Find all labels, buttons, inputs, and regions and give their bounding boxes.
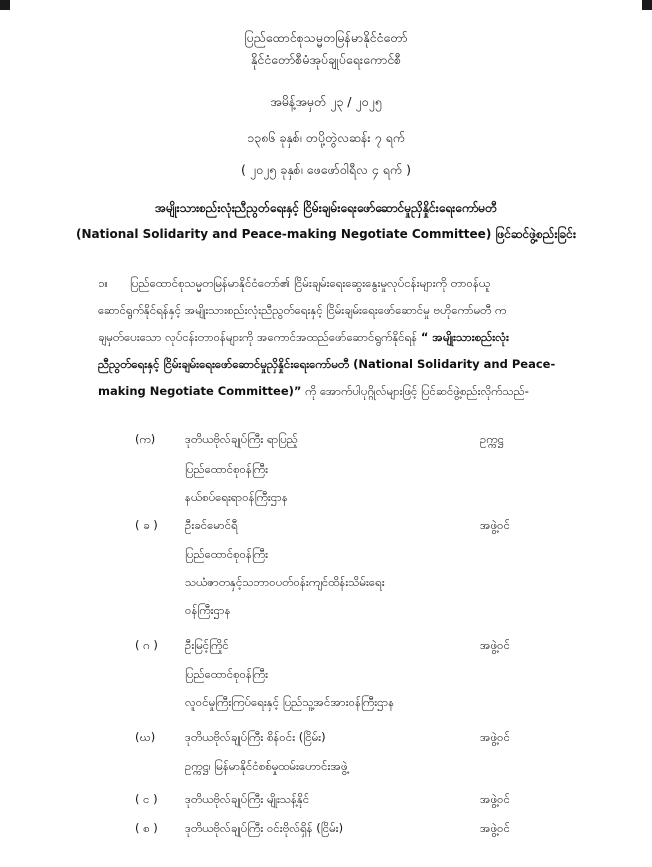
paragraph-number: ၁။ [98, 276, 108, 290]
header-line-1: ပြည်ထောင်စုသမ္မတမြန်မာနိုင်ငံတော် [244, 30, 408, 45]
member-detail: ပြည်ထောင်စုဝန်ကြီး [185, 547, 269, 561]
paragraph-line-3-text: ချမှတ်ပေးသော လုပ်ငန်းတာဝန်များကို အကောင်အထည်ဖော်ဆောင်ရွက်နိုင်ရန် [98, 330, 421, 344]
title-line-1: အမျိုးသားစည်းလုံးညီညွတ်ရေးနှင့် ငြိမ်းချမ်းရေးဖော်ဆောင်မှုညှိနှိုင်းရေးကော်မတီ [155, 201, 497, 215]
paragraph-line-5 [98, 384, 529, 401]
member-role: အဖွဲ့ဝင် [480, 518, 510, 532]
paragraph-line-2: ဆောင်ရွက်နိုင်ရန်နှင့် အမျိုးသားစည်းလုံးညီညွတ်ရေးနှင့် ငြိမ်းချမ်းရေးဖော်ဆောင်မှု ဗဟိုကော်မတီ က [98, 303, 507, 317]
date-gregorian: ( ၂၀၂၅ ခုနှစ်၊ ဖေဖော်ဝါရီလ ၄ ရက် ) [241, 162, 411, 177]
member-detail: ပြည်ထောင်စုဝန်ကြီး [185, 462, 269, 476]
committee-name-start: “ အမျိုးသားစည်းလုံး [420, 330, 509, 344]
member-name: ဦးမြင့်ကြိုင် [185, 638, 229, 652]
member-name: ဒုတိယဗိုလ်ချုပ်ကြီး ရာပြည့် [185, 432, 298, 446]
member-detail: ဝန်ကြီးဌာန [185, 603, 231, 617]
member-label: ( စ ) [135, 821, 158, 835]
member-detail: နယ်စပ်ရေးရာဝန်ကြီးဌာန [185, 490, 288, 504]
committee-name-middle: ညီညွတ်ရေးနှင့် ငြိမ်းချမ်းရေးဖော်ဆောင်မှုညှိနှိုင်းရေးကော်မတီ (National Solidarity and Peace- [98, 357, 556, 371]
member-role: အဖွဲ့ဝင် [480, 638, 510, 652]
paragraph-line-5-text: ကို အောက်ပါပုဂ္ဂိုလ်များဖြင့် ပြင်ဆင်ဖွဲ့စည်းလိုက်သည်- [301, 384, 529, 398]
paragraph-line-3 [98, 330, 509, 347]
member-name: ဒုတိယဗိုလ်ချုပ်ကြီး ဝင်းဗိုလ်ရှိန် (ငြိမ်း) [185, 821, 344, 835]
member-role: အဖွဲ့ဝင် [480, 821, 510, 835]
member-detail: ဥက္ကဋ္ဌ၊ မြန်မာနိုင်ငံစစ်မှုထမ်းဟောင်းအဖွဲ့ [185, 759, 348, 773]
order-number: အမိန့်အမှတ် ၂၃ / ၂၀၂၅ [270, 94, 382, 109]
header-line-2: နိုင်ငံတော်စီမံအုပ်ချုပ်ရေးကောင်စီ [250, 52, 402, 67]
member-label: (က) [135, 432, 156, 446]
member-name: ဒုတိယဗိုလ်ချုပ်ကြီး စိန်ဝင်း (ငြိမ်း) [185, 730, 326, 744]
date-myanmar: ၁၃၈၆ ခုနှစ်၊ တပို့တွဲလဆန်း ၇ ရက် [247, 130, 405, 145]
member-label: ( ဂ ) [135, 638, 158, 652]
paragraph-line-1: ပြည်ထောင်စုသမ္မတမြန်မာနိုင်ငံတော်၏ ငြိမ်းချမ်းရေးဆွေးနွေးမှုလုပ်ငန်းများကို တာဝန်ယူ [130, 276, 491, 290]
member-role: အဖွဲ့ဝင် [480, 792, 510, 806]
member-detail: သယံဇာတနှင့်သဘာဝပတ်ဝန်းကျင်ထိန်းသိမ်းရေး [185, 575, 385, 589]
member-name: ဦးခင်မောင်ရီ [185, 518, 238, 532]
member-label: (ဃ) [135, 730, 156, 744]
committee-name-end: making Negotiate Committee)” [98, 384, 302, 398]
member-label: ( င ) [135, 792, 158, 806]
title-line-2: (National Solidarity and Peace-making Negotiate Committee) ဖြင်ဆင်ဖွဲ့စည်းခြင်း [75, 227, 576, 241]
member-label: ( ခ ) [135, 518, 158, 532]
member-detail: လူဝင်မှုကြီးကြပ်ရေးနှင့် ပြည်သူ့အင်အားဝန်ကြီးဌာန [185, 695, 395, 709]
member-name: ဒုတိယဗိုလ်ချုပ်ကြီး မျိုးသန့်နိုင် [185, 792, 310, 806]
member-detail: ပြည်ထောင်စုဝန်ကြီး [185, 667, 269, 681]
member-role: အဖွဲ့ဝင် [480, 730, 510, 744]
member-role: ဥက္ကဋ္ဌ [480, 432, 504, 446]
